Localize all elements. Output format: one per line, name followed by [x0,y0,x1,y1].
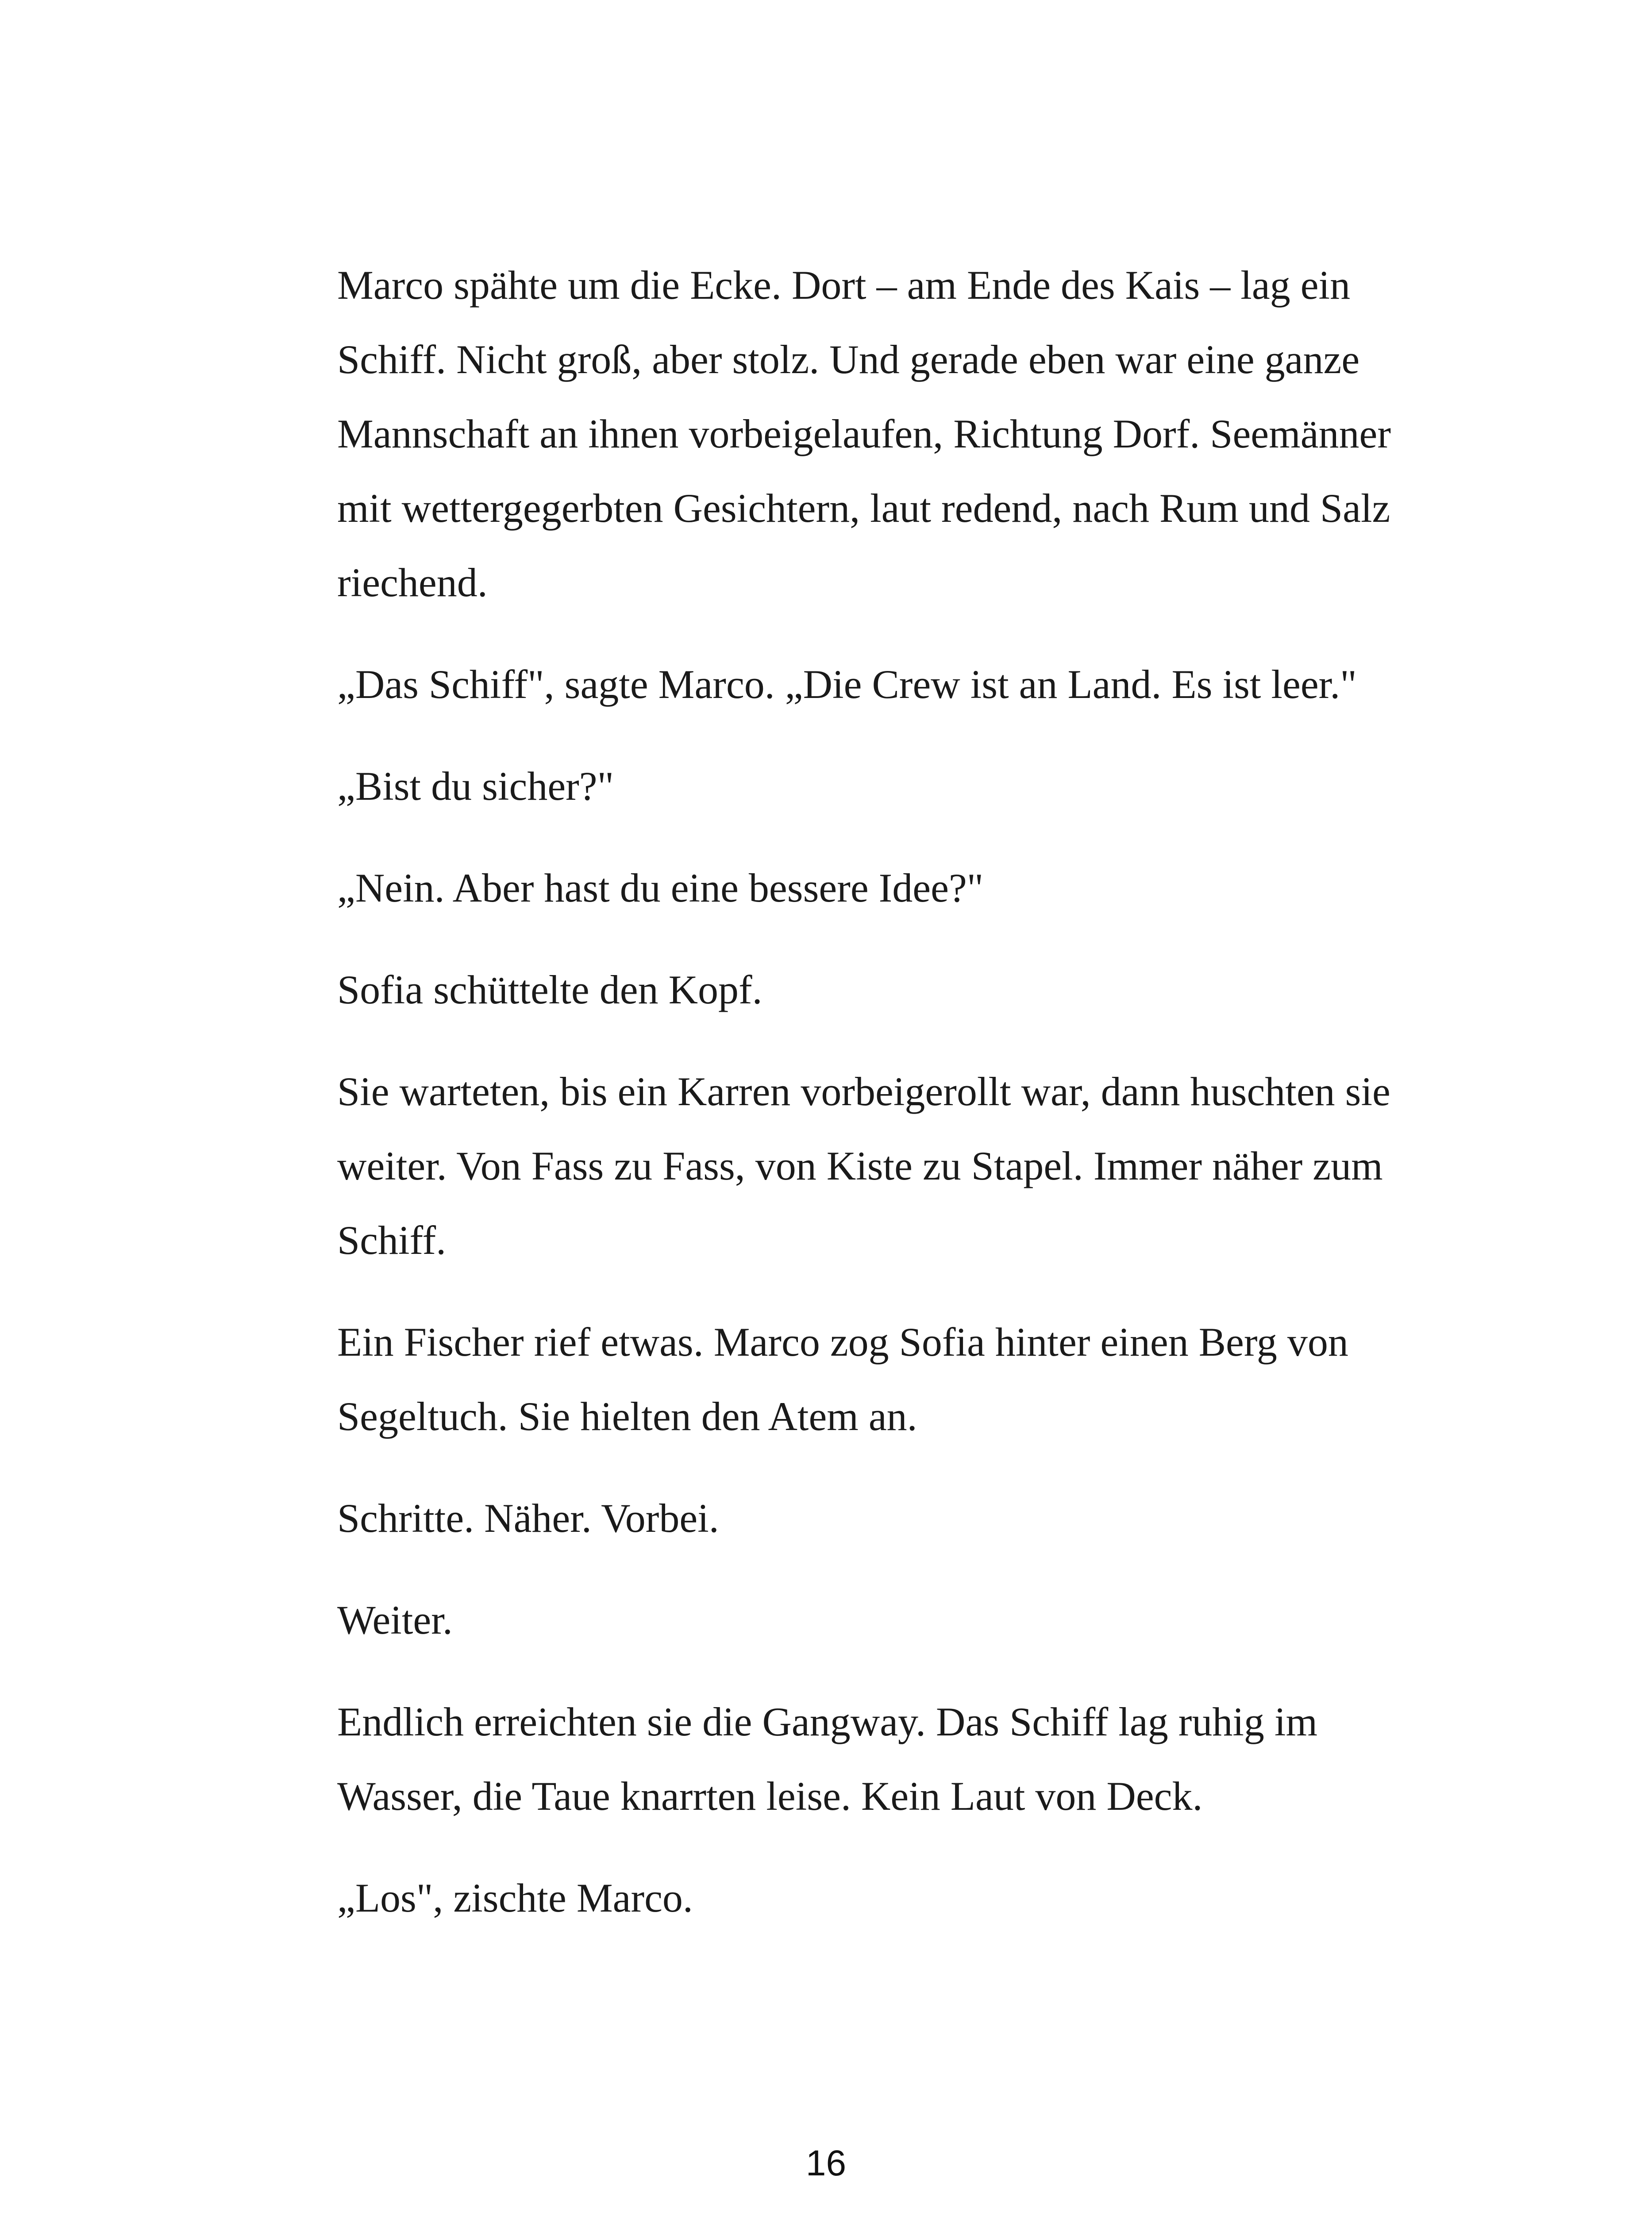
page-number: 16 [805,2143,847,2183]
paragraph: Sofia schüttelte den Kopf. [337,967,762,1012]
paragraph: Marco spähte um die Ecke. Dort – am Ende des Kais – lag ein Schiff. Nicht groß, aber stolz. Und gerade eben war eine ganze Mannschaft an ihnen vorbeigelaufen, Richtung Dorf. Seemänner mit wettergegerbten Gesichtern, laut redend, nach Rum und Salz riechend. [337,262,1391,605]
paragraph: Weiter. [337,1597,453,1642]
paragraph: Endlich erreichten sie die Gangway. Das Schiff lag ruhig im Wasser, die Taue knarrten leise. Kein Laut von Deck. [337,1699,1318,1819]
paragraph: „Das Schiff", sagte Marco. „Die Crew ist an Land. Es ist leer." [337,662,1357,707]
paragraph: „Los", zischte Marco. [337,1875,693,1920]
body-text [337,248,1417,1962]
paragraph: Ein Fischer rief etwas. Marco zog Sofia hinter einen Berg von Segeltuch. Sie hielten den Atem an. [337,1319,1348,1439]
paragraph: „Bist du sicher?" [337,763,614,809]
paragraph: Schritte. Näher. Vorbei. [337,1496,719,1541]
paragraph: Sie warteten, bis ein Karren vorbeigerollt war, dann huschten sie weiter. Von Fass zu Fass, von Kiste zu Stapel. Immer näher zum Schiff. [337,1069,1390,1263]
paragraph: „Nein. Aber hast du eine bessere Idee?" [337,865,984,910]
